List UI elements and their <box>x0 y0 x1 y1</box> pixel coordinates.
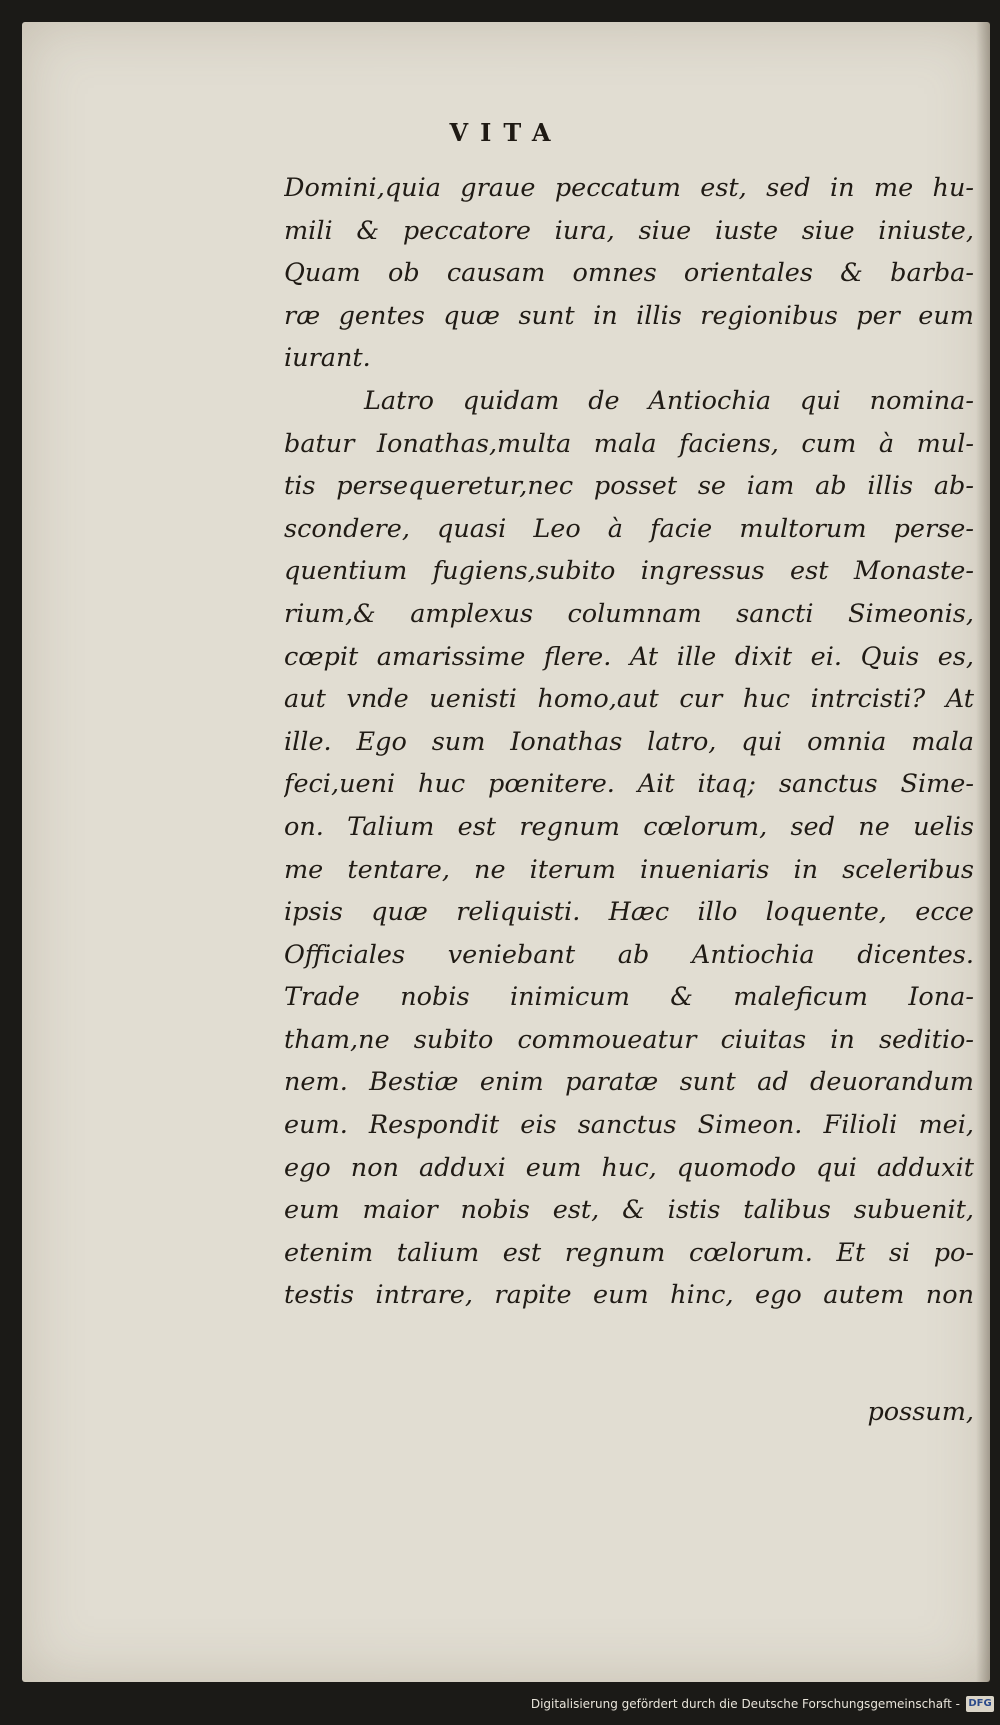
running-head: VITA <box>449 118 563 147</box>
text-line: me tentare, ne iterum inueniaris in sceleribus <box>284 854 974 885</box>
text-line: Quam ob causam omnes orientales & barba- <box>284 258 974 289</box>
text-line: rium,& amplexus columnam sancti Simeonis, <box>284 598 974 629</box>
text-line: Officiales veniebant ab Antiochia dicentes. <box>284 939 974 970</box>
digitization-credit: Digitalisierung gefördert durch die Deutsche Forschungsgemeinschaft - <box>530 1697 960 1711</box>
text-line: Trade nobis inimicum & maleficum Iona- <box>284 982 974 1013</box>
text-line: ræ gentes quæ sunt in illis regionibus per eum <box>284 300 974 331</box>
text-line: scondere, quasi Leo à facie multorum perse- <box>284 513 974 544</box>
text-line: tis persequeretur,nec posset se iam ab illis ab- <box>284 471 974 502</box>
text-line: eum maior nobis est, & istis talibus subuenit, <box>284 1195 974 1226</box>
text-line: quentium fugiens,subito ingressus est Monaste- <box>284 556 974 587</box>
text-line: Latro quidam de Antiochia qui nomina- <box>364 385 974 416</box>
text-line: on. Talium est regnum cœlorum, sed ne uelis <box>284 811 974 842</box>
text-line: Domini,quia graue peccatum est, sed in me hu- <box>284 173 974 203</box>
text-line: ipsis quæ reliquisti. Hæc illo loquente, ecce <box>284 897 974 928</box>
text-line: cœpit amarissime flere. At ille dixit ei. Quis es, <box>284 641 974 672</box>
book-page <box>22 22 990 1682</box>
text-line: tham,ne subito commoueatur ciuitas in seditio- <box>284 1024 974 1055</box>
text-line: ego non adduxi eum huc, quomodo qui adduxit <box>284 1152 974 1183</box>
body-text <box>284 167 974 1317</box>
text-line: nem. Bestiæ enim paratæ sunt ad deuorandum <box>284 1067 974 1098</box>
text-line: batur Ionathas,multa mala faciens, cum à mul- <box>284 428 974 459</box>
text-line: ille. Ego sum Ionathas latro, qui omnia mala <box>284 726 974 757</box>
footer-bar <box>0 1685 1000 1725</box>
text-line: aut vnde uenisti homo,aut cur huc intrcisti? At <box>284 684 974 715</box>
dfg-logo: DFG <box>966 1696 994 1712</box>
text-line: iurant. <box>284 343 371 374</box>
page-edge-shadow <box>976 22 990 1682</box>
catchword: possum, <box>867 1397 974 1427</box>
text-line: etenim talium est regnum cœlorum. Et si po- <box>284 1237 974 1268</box>
text-line: mili & peccatore iura, siue iuste siue iniuste, <box>284 215 974 246</box>
text-line: feci,ueni huc pœnitere. Ait itaq; sanctus Sime- <box>284 769 974 800</box>
text-line: eum. Respondit eis sanctus Simeon. Filioli mei, <box>284 1110 974 1141</box>
text-line: testis intrare, rapite eum hinc, ego autem non <box>284 1280 974 1311</box>
